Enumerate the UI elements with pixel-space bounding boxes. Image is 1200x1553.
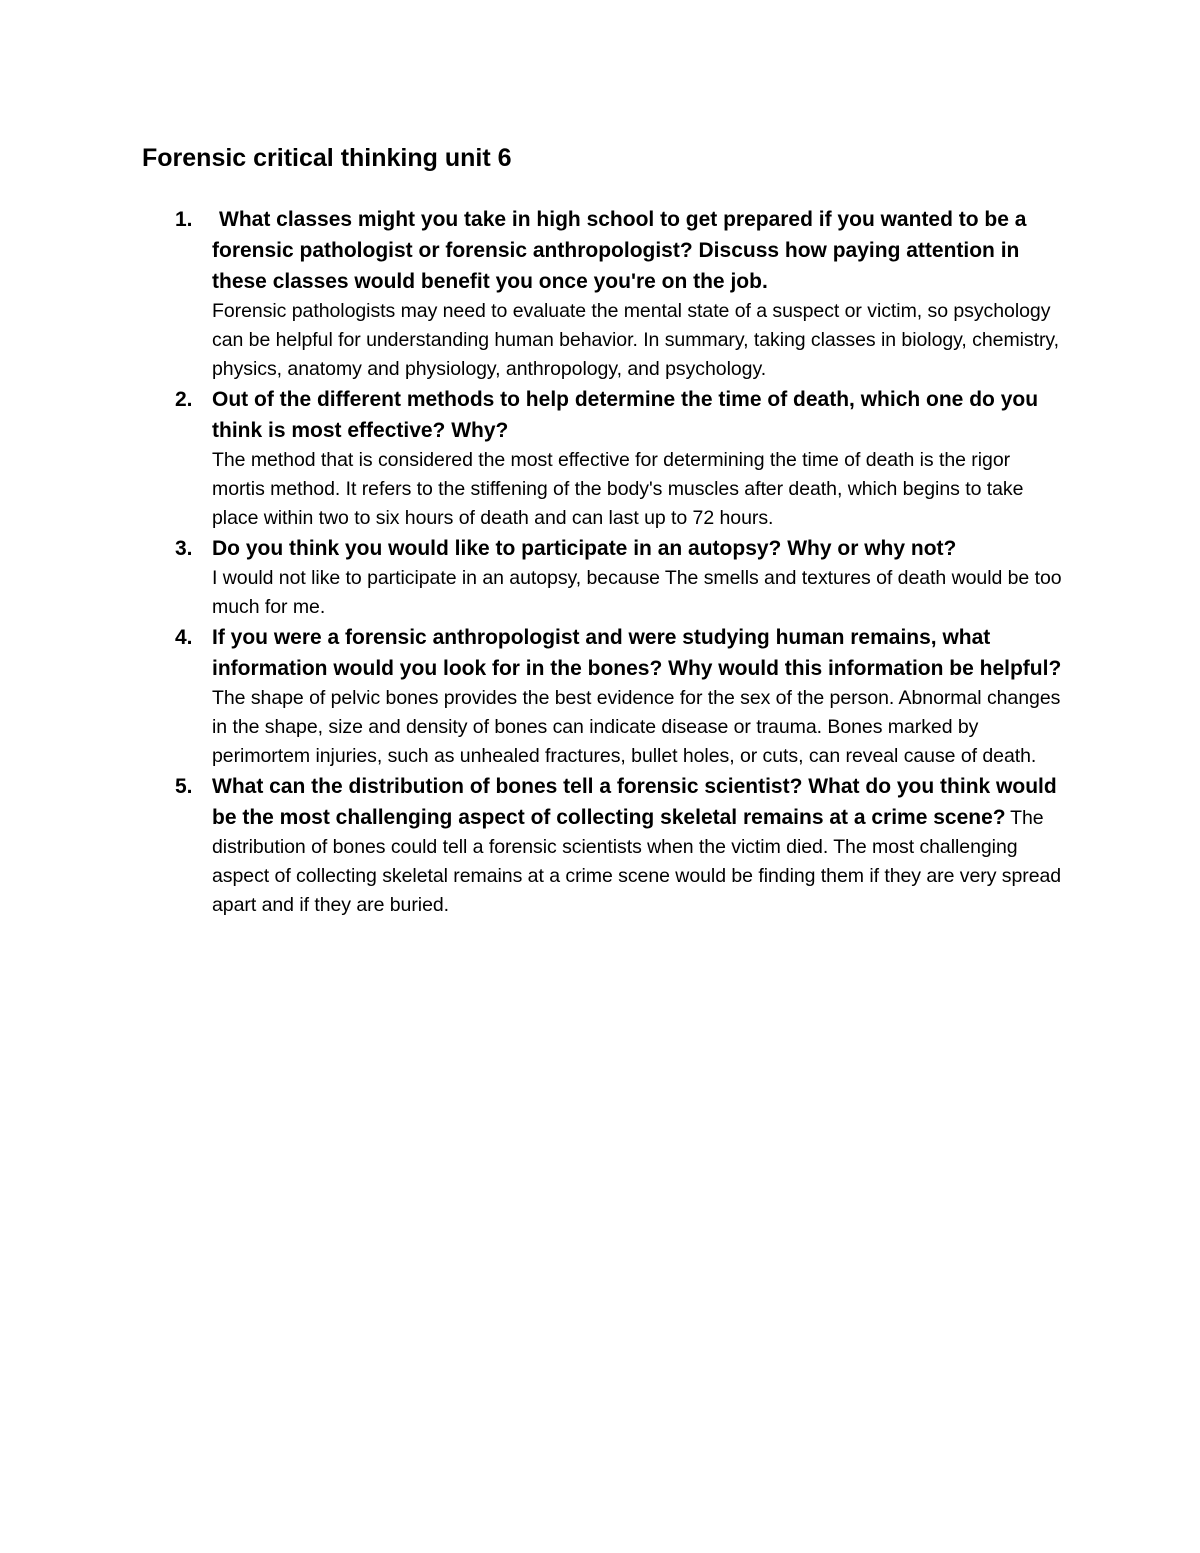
question-text: What can the distribution of bones tell a forensic scientist? What do you think would be the most challenging aspect of collecting skeletal remains at a crime scene? [212, 775, 1057, 829]
question-number: 3. [175, 537, 193, 560]
question-list [142, 204, 1067, 920]
question-text: Do you think you would like to participate in an autopsy? Why or why not? [212, 537, 957, 560]
question-text: If you were a forensic anthropologist and were studying human remains, what information would you look for in the bones? Why would this information be helpful? [212, 626, 1062, 680]
document-title: Forensic critical thinking unit 6 [142, 144, 512, 172]
question-item-1 [142, 204, 1067, 384]
answer-text: The shape of pelvic bones provides the best evidence for the sex of the person. Abnormal changes in the shape, size and density of bones can indicate disease or trauma. Bones marked by perimortem injuries, such as unhealed fractures, bullet holes, or cuts, can reveal cause of death. [212, 687, 1061, 767]
answer-text: The method that is considered the most effective for determining the time of death is the rigor mortis method. It refers to the stiffening of the body's muscles after death, which begins to take place within two to six hours of death and can last up to 72 hours. [212, 449, 1024, 529]
answer-text: Forensic pathologists may need to evaluate the mental state of a suspect or victim, so psychology can be helpful for understanding human behavior. In summary, taking classes in biology, chemistry, physics, anatomy and physiology, anthropology, and psychology. [212, 300, 1060, 380]
question-number: 2. [175, 388, 193, 411]
question-text: What classes might you take in high school to get prepared if you wanted to be a forensic pathologist or forensic anthropologist? Discuss how paying attention in these classes would benefit you once you're on the job. [212, 208, 1027, 293]
answer-text: I would not like to participate in an autopsy, because The smells and textures of death would be too much for me. [212, 567, 1062, 618]
question-number: 4. [175, 626, 193, 649]
question-number: 5. [175, 775, 193, 798]
question-item-2 [142, 384, 1067, 533]
answer-text: The distribution of bones could tell a forensic scientists when the victim died. The most challenging aspect of collecting skeletal remains at a crime scene would be finding them if they are very spread apart and if they are buried. [212, 807, 1062, 916]
question-item-5 [142, 771, 1067, 920]
question-item-3 [142, 533, 1067, 622]
question-item-4 [142, 622, 1067, 771]
question-text: Out of the different methods to help determine the time of death, which one do you think is most effective? Why? [212, 388, 1039, 442]
question-number: 1. [175, 208, 193, 231]
